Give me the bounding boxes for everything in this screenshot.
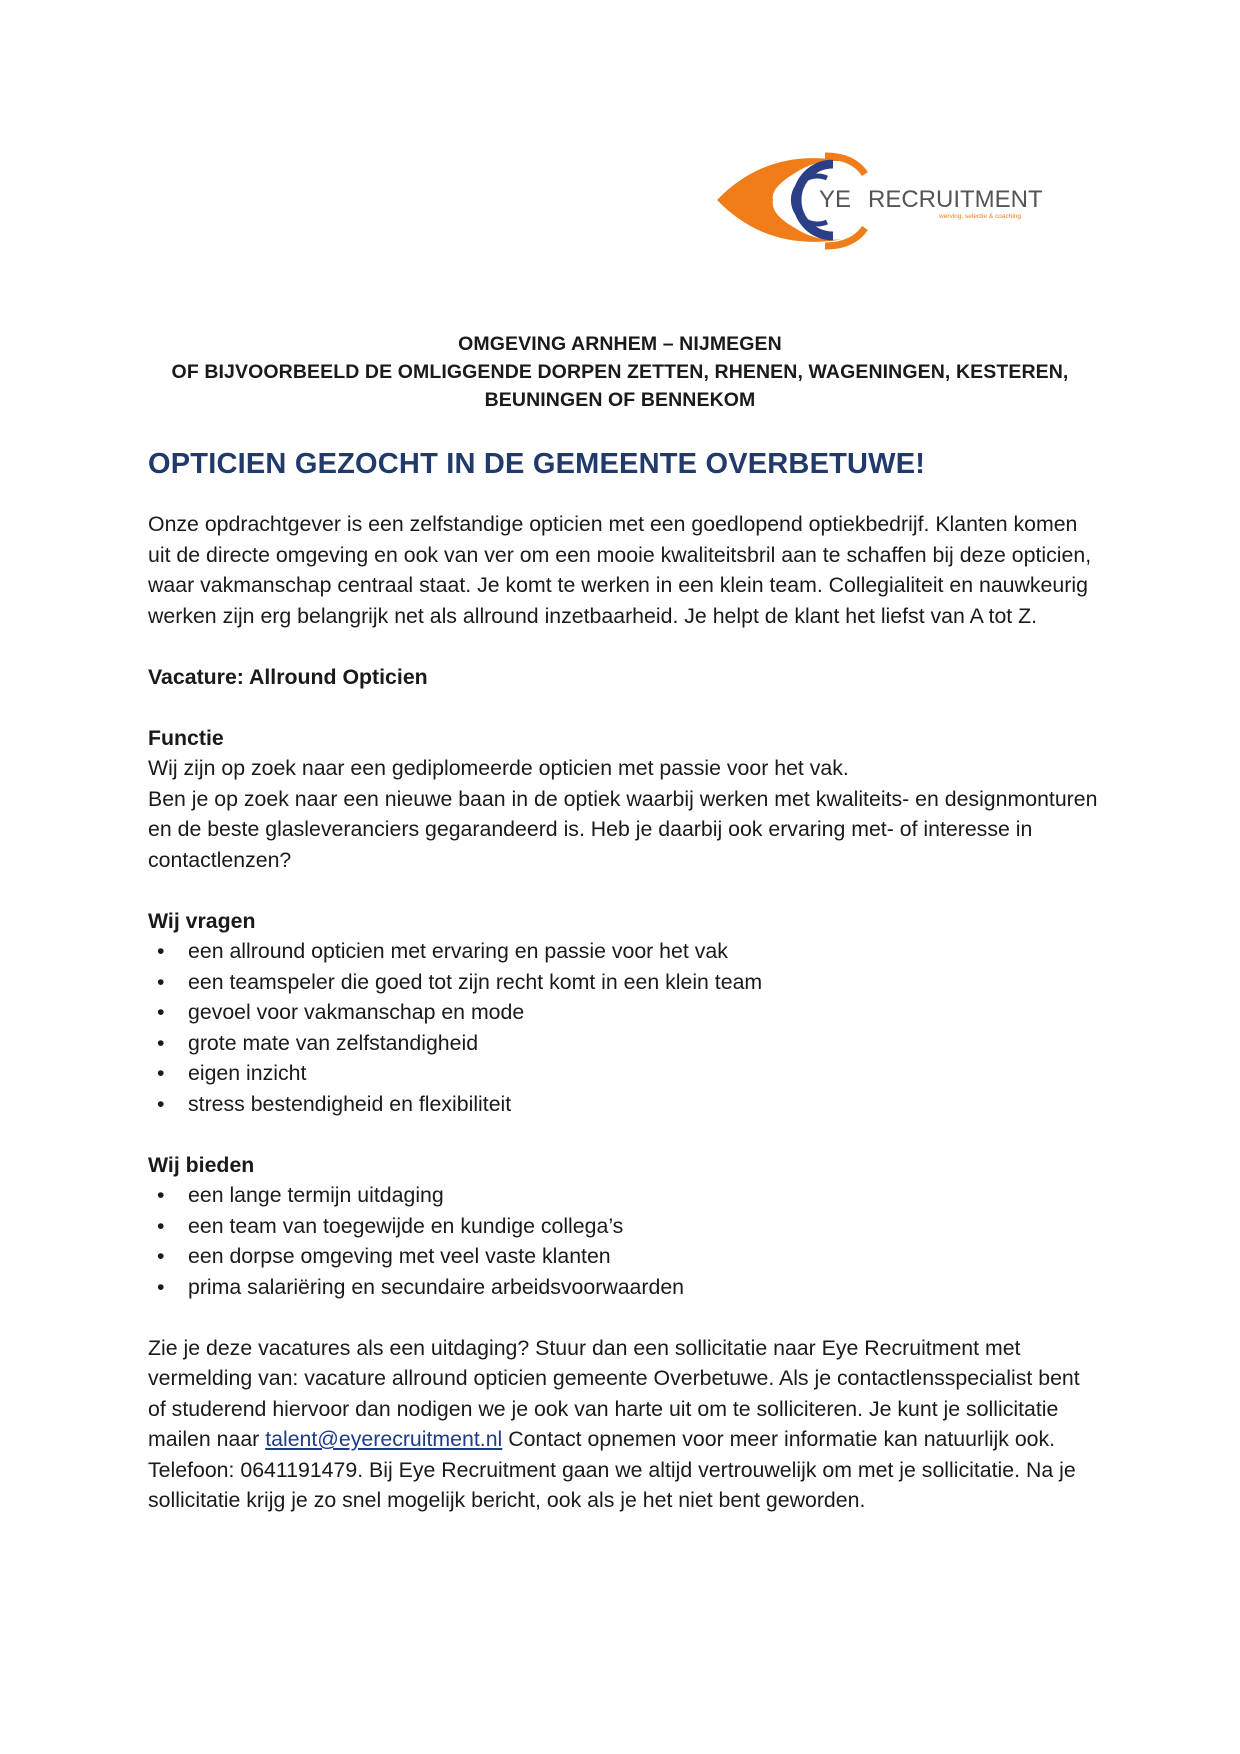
eye-recruitment-logo	[715, 148, 1045, 253]
logo-recruitment-text: RECRUITMENT	[868, 186, 1043, 213]
functie-paragraph-2: Ben je op zoek naar een nieuwe baan in de optiek waarbij werken met kwaliteits- en designmonturen en de beste glasleveranciers gegarandeerd is. Heb je daarbij ook ervaring met- of interesse in contactlenzen?	[148, 786, 1098, 872]
region-line-1: OMGEVING ARNHEM – NIJMEGEN	[458, 333, 782, 355]
bullet-icon: •	[157, 1091, 165, 1116]
list-item: • gevoel voor vakmanschap en mode	[148, 997, 1098, 1028]
bullet-icon: •	[157, 1000, 165, 1024]
eye-logo-icon	[715, 148, 1045, 253]
closing-paragraph: Zie je deze vacatures als een uitdaging? Stuur dan een sollicitatie naar Eye Recruitment met vermelding van: vacature allround opticien gemeente Overbetuwe. Als je contactlensspecialist bent of studerend hiervoor dan nodigen we je ook van harte uit om te solliciteren. Je kunt je sollicitatie mailen naar talent@eyerecruitment.nl Contact opnemen voor meer informatie kan natuurlijk ook. Telefoon: 0641191479. Bij Eye Recruitment gaan we altijd vertrouwelijk om met je sollicitatie. Na je sollicitatie krijg je zo snel mogelijk bericht, ook als je het niet bent geworden.	[148, 1335, 1080, 1512]
bullet-icon: •	[157, 1061, 165, 1085]
list-item: • een teamspeler die goed tot zijn recht komt in een klein team	[148, 967, 1098, 998]
bullet-icon: •	[157, 1244, 165, 1268]
wij-vragen-list	[148, 936, 1098, 1119]
list-item: • grote mate van zelfstandigheid	[148, 1028, 1098, 1059]
functie-paragraph-1: Wij zijn op zoek naar een gediplomeerde opticien met passie voor het vak.	[148, 756, 849, 780]
region-line-3: BEUNINGEN OF BENNEKOM	[484, 389, 756, 411]
list-item: • een team van toegewijde en kundige collega’s	[148, 1211, 1098, 1242]
bullet-icon: •	[157, 1213, 165, 1238]
bullet-icon: •	[157, 1030, 165, 1055]
list-item: • prima salariëring en secundaire arbeidsvoorwaarden	[148, 1272, 1098, 1303]
functie-heading: Functie	[148, 725, 224, 750]
wij-vragen-heading: Wij vragen	[148, 908, 256, 933]
region-line-2: OF BIJVOORBEELD DE OMLIGGENDE DORPEN ZETTEN, RHENEN, WAGENINGEN, KESTEREN,	[171, 361, 1069, 383]
bullet-icon: •	[157, 1274, 165, 1299]
bullet-icon: •	[157, 939, 165, 963]
list-item: • een allround opticien met ervaring en passie voor het vak	[148, 936, 1098, 967]
logo-ye-text: YE	[819, 186, 852, 213]
email-link[interactable]: talent@eyerecruitment.nl	[265, 1427, 503, 1451]
vacancy-title: Vacature: Allround Opticien	[148, 664, 428, 689]
bullet-icon: •	[157, 1183, 165, 1207]
region-header	[0, 330, 1240, 414]
bullet-icon: •	[157, 969, 165, 994]
logo-tagline: werving, selectie & coaching	[939, 213, 1022, 220]
list-item: • stress bestendigheid en flexibiliteit	[148, 1089, 1098, 1120]
list-item: • eigen inzicht	[148, 1058, 1098, 1089]
list-item: • een dorpse omgeving met veel vaste klanten	[148, 1241, 1098, 1272]
list-item: • een lange termijn uitdaging	[148, 1180, 1098, 1211]
vacancy-content	[148, 444, 1098, 1516]
page-title: OPTICIEN GEZOCHT IN DE GEMEENTE OVERBETUWE!	[148, 448, 926, 480]
wij-bieden-heading: Wij bieden	[148, 1152, 255, 1177]
intro-paragraph: Onze opdrachtgever is een zelfstandige opticien met een goedlopend optiekbedrijf. Klanten komen uit de directe omgeving en ook van ver om een mooie kwaliteitsbril aan te schaffen bij deze opticien, waar vakmanschap centraal staat. Je komt te werken in een klein team. Collegialiteit en nauwkeurig werken zijn erg belangrijk net als allround inzetbaarheid. Je helpt de klant het liefst van A tot Z.	[148, 512, 1092, 628]
wij-bieden-list	[148, 1180, 1098, 1302]
